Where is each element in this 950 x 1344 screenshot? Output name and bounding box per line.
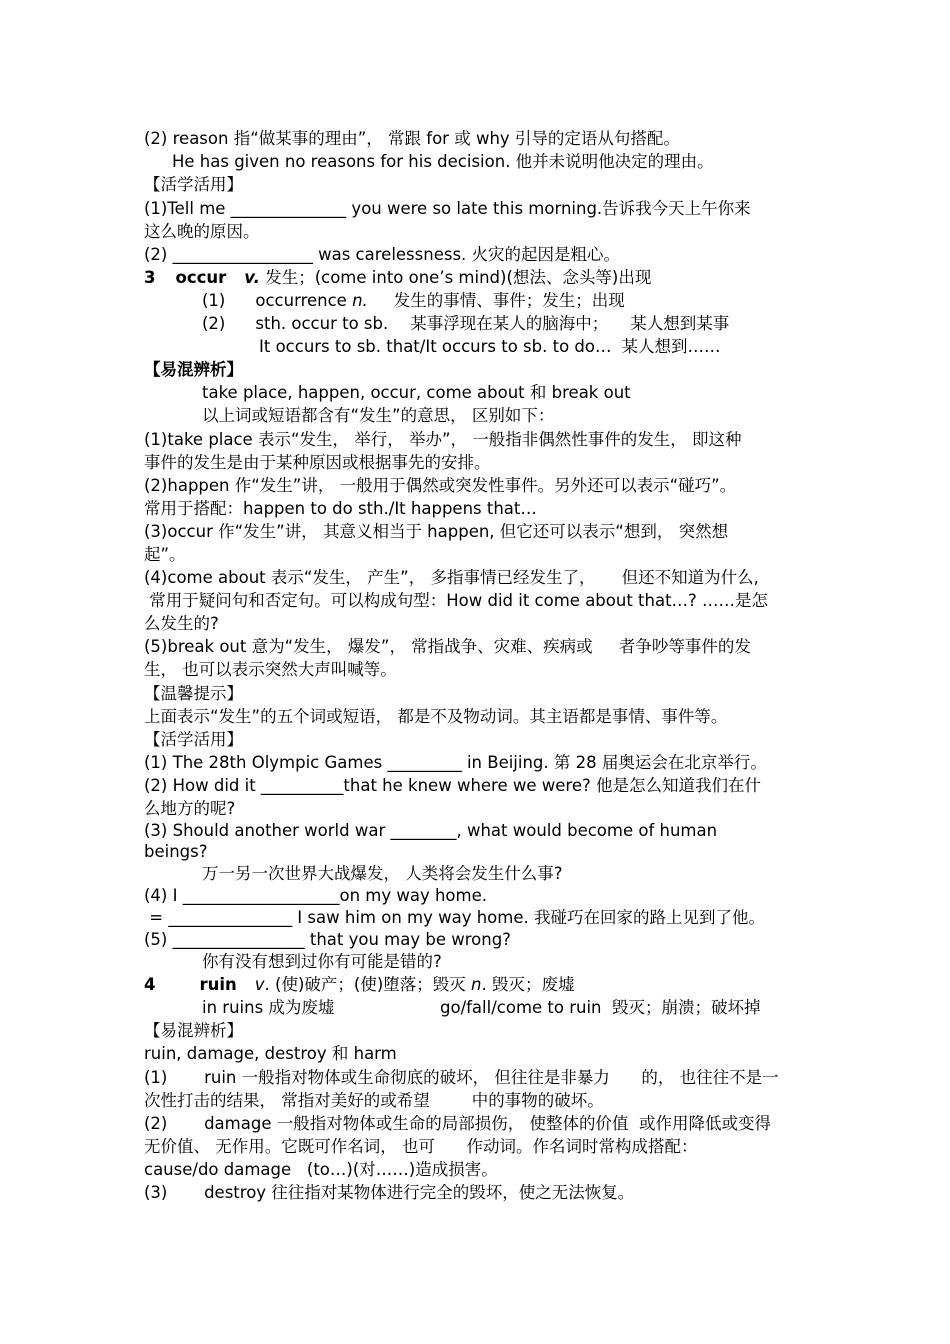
confusion2-p3: (3) destroy 往往指对某物体进行完全的毁坏，使之无法恢复。 xyxy=(144,1183,635,1202)
confusion1-p5-line2: 生， 也可以表示突然大声叫喊等。 xyxy=(144,660,397,679)
entry4-phrase1: in ruins 成为废墟 xyxy=(202,998,335,1017)
confusion1-p4-line1: (4)come about 表示“发生， 产生”， 多指事情已经发生了， 但还不知道为什么, xyxy=(144,568,759,587)
entry3-sense1-pos: n. xyxy=(352,291,368,310)
practice2-q4-line1: (4) I ___________________on my way home. xyxy=(144,886,487,905)
confusion1-intro: 以上词或短语都含有“发生”的意思， 区别如下： xyxy=(202,406,555,425)
practice2-q1: (1) The 28th Olympic Games _________ in Beijing. 第 28 届奥运会在北京举行。 xyxy=(144,753,767,772)
entry3-definition: 发生；(come into one’s mind)(想法、念头等)出现 xyxy=(259,268,652,287)
reason-note-line1: (2) reason 指“做某事的理由”， 常跟 for 或 why 引导的定语从句搭配。 xyxy=(144,129,680,148)
confusion2-words: ruin, damage, destroy 和 harm xyxy=(144,1044,397,1063)
confusion2-p2-line3: cause/do damage (to…)(对……)造成损害。 xyxy=(144,1160,498,1179)
entry3-sense2-phrase: sth. occur to sb. xyxy=(255,314,389,333)
practice2-q3-line2: beings? xyxy=(144,842,208,861)
confusion2-heading: 【易混辨析】 xyxy=(144,1021,243,1040)
practice1-q1-line2: 这么晚的原因。 xyxy=(144,222,260,241)
practice2-q5-translation: 你有没有想到过你有可能是错的? xyxy=(202,952,442,971)
entry3-sense1-word: occurrence xyxy=(255,291,353,310)
confusion1-p3-line2: 起”。 xyxy=(144,545,186,564)
entry4-header xyxy=(144,973,575,996)
confusion1-p1-line1: (1)take place 表示“发生， 举行， 举办”， 一般指非偶然性事件的发生， 即这种 xyxy=(144,430,742,449)
entry4-definition2: . 毁灭；废墟 xyxy=(481,975,575,994)
confusion1-p2-line2: 常用于搭配：happen to do sth./It happens that… xyxy=(144,499,537,518)
practice1-q2: (2) _________________ was carelessness. 火灾的起因是粗心。 xyxy=(144,245,621,264)
entry3-sense2-meaning: 某事浮现在某人的脑海中； xyxy=(410,314,609,333)
practice2-q5-line1: (5) ________________ that you may be wrong? xyxy=(144,930,511,949)
entry4-pos2: n xyxy=(471,975,482,994)
practice1-heading: 【活学活用】 xyxy=(144,175,243,194)
confusion1-words: take place, happen, occur, come about 和 break out xyxy=(202,383,631,402)
entry4-word: ruin xyxy=(199,975,237,994)
tip-heading: 【温馨提示】 xyxy=(144,684,243,703)
confusion1-p4-line2: 常用于疑问句和否定句。可以构成句型：How did it come about that…? ……是怎 xyxy=(144,591,769,610)
practice2-q3-line1: (3) Should another world war ________, what would become of human xyxy=(144,821,718,840)
confusion1-p4-line3: 么发生的? xyxy=(144,614,219,633)
entry3-word: occur xyxy=(175,268,227,287)
entry3-sense1-number: (1) xyxy=(202,291,226,310)
entry3-sense2 xyxy=(202,312,729,335)
confusion2-p1-line1: (1) ruin 一般指对物体或生命彻底的破坏， 但往往是非暴力 的， 也往往不是一 xyxy=(144,1068,779,1087)
entry4-pos: v xyxy=(254,975,265,994)
confusion1-heading: 【易混辨析】 xyxy=(144,360,243,379)
confusion1-p1-line2: 事件的发生是由于某种原因或根据事先的安排。 xyxy=(144,453,491,472)
confusion1-p2-line1: (2)happen 作“发生”讲， 一般用于偶然或突发性事件。另外还可以表示“碰巧”。 xyxy=(144,476,737,495)
practice2-q3-translation: 万一另一次世界大战爆发， 人类将会发生什么事? xyxy=(202,864,563,883)
tip-text: 上面表示“发生”的五个词或短语， 都是不及物动词。其主语都是事情、事件等。 xyxy=(144,707,728,726)
entry3-sense3-meaning: 某人想到…… xyxy=(621,337,721,356)
entry3-sense1-meaning: 发生的事情、事件；发生；出现 xyxy=(393,291,625,310)
confusion1-p3-line1: (3)occur 作“发生”讲， 其意义相当于 happen, 但它还可以表示“想到， 突然想 xyxy=(144,522,729,541)
reason-note-example: He has given no reasons for his decision. 他并未说明他决定的理由。 xyxy=(172,152,714,171)
confusion2-p2-line1: (2) damage 一般指对物体或生命的局部损伤， 使整体的价值 或作用降低或变得 xyxy=(144,1114,771,1133)
practice2-heading: 【活学活用】 xyxy=(144,730,243,749)
confusion1-p5-line1: (5)break out 意为“发生， 爆发”， 常指战争、灾难、疾病或 者争吵等事件的发 xyxy=(144,637,751,656)
entry3-sense2-meaning2: 某人想到某事 xyxy=(630,314,730,333)
entry3-pos: v. xyxy=(244,268,260,287)
practice1-q1-line1: (1)Tell me ______________ you were so late this morning.告诉我今天上午你来 xyxy=(144,199,751,218)
practice2-q2-line2: 么地方的呢? xyxy=(144,799,236,818)
practice2-q4-line2: = _______________ I saw him on my way home. 我碰巧在回家的路上见到了他。 xyxy=(144,908,765,927)
confusion2-p1-line2: 次性打击的结果， 常指对美好的或希望 中的事物的破坏。 xyxy=(144,1091,604,1110)
entry3-sense2-number: (2) xyxy=(202,314,226,333)
entry3-sense1 xyxy=(202,289,625,312)
practice2-q2-line1: (2) How did it __________that he knew where we were? 他是怎么知道我们在什 xyxy=(144,776,761,795)
entry3-header xyxy=(144,266,651,289)
entry3-number: 3 xyxy=(144,268,156,287)
entry3-sense3-phrase: It occurs to sb. that/It occurs to sb. to do… xyxy=(259,337,612,356)
entry4-phrase2: go/fall/come to ruin 毁灭；崩溃；破坏掉 xyxy=(440,998,761,1017)
entry3-sense3 xyxy=(259,335,721,358)
entry4-number: 4 xyxy=(144,975,156,994)
confusion2-p2-line2: 无价值、 无作用。它既可作名词， 也可 作动词。作名词时常构成搭配： xyxy=(144,1137,698,1156)
entry4-definition: . (使)破产；(使)堕落；毁灭 xyxy=(264,975,472,994)
